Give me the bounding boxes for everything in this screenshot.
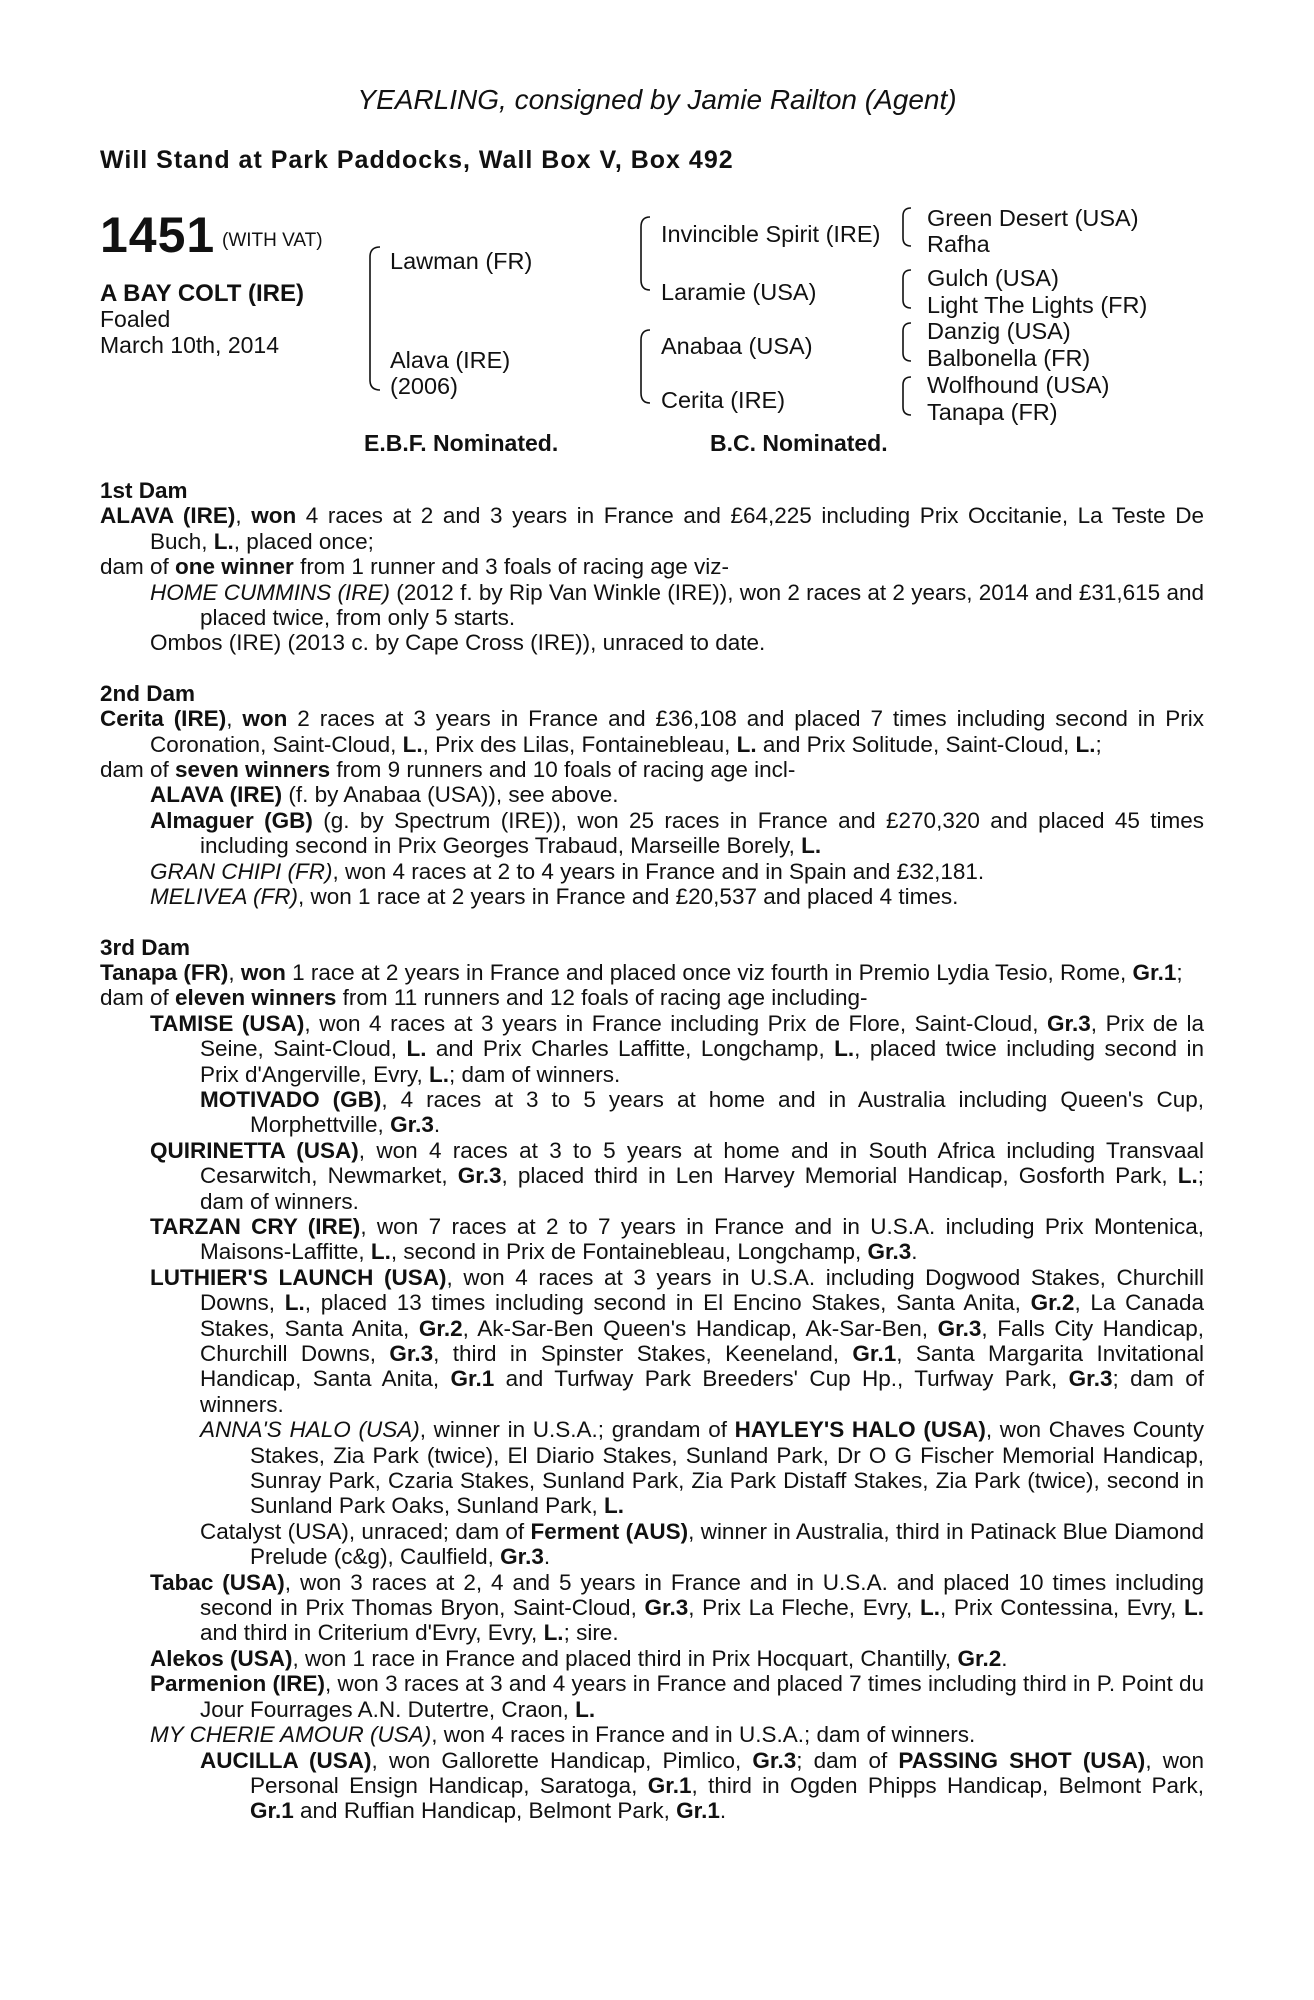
first-dam-produce-2: Ombos (IRE) (2013 c. by Cape Cross (IRE)), unraced to date.	[150, 630, 766, 656]
first-dam-produce-1: HOME CUMMINS (IRE) (2012 f. by Rip Van Winkle (IRE)), won 2 races at 2 years, 2014 and £31,615 and placed twice, from only 5 starts.	[150, 579, 1204, 631]
produce-motivado: MOTIVADO (GB), 4 races at 3 to 5 years at home and in Australia including Queen's Cup, Morphettville, Gr.3.	[200, 1086, 1204, 1138]
produce-tamise: TAMISE (USA), won 4 races at 3 years in France including Prix de Flore, Saint-Cloud, Gr.3, Prix de la Seine, Saint-Cloud, L. and Prix Charles Laffitte, Longchamp, L., placed twice including second in Prix d'Angerville, Evry, L.; dam of winners.	[150, 1010, 1205, 1087]
bracket-dam	[641, 330, 650, 403]
vat-note: (WITH VAT)	[222, 230, 323, 251]
pedigree-dam-dam: Cerita (IRE)	[661, 387, 786, 413]
third-dam-record: Tanapa (FR), won 1 race at 2 years in France and placed once viz fourth in Premio Lydia Tesio, Rome, Gr.1;	[100, 959, 1183, 985]
stand-location: Will Stand at Park Paddocks, Wall Box V, Box 492	[100, 146, 734, 174]
consignment-title: YEARLING, consigned by Jamie Railton (Agent)	[357, 84, 957, 115]
bracket-ss	[903, 208, 911, 246]
lot-number: 1451	[100, 207, 216, 263]
foaled-date: March 10th, 2014	[100, 332, 280, 358]
second-dam-name: Cerita (IRE)	[100, 706, 227, 732]
pedigree-dsd: Balbonella (FR)	[927, 345, 1091, 371]
ebf-nominated: E.B.F. Nominated.	[364, 430, 559, 456]
third-dam-produce-summary: dam of eleven winners from 11 runners and 12 foals of racing age including-	[100, 985, 868, 1011]
second-dam-produce-2: Almaguer (GB) (g. by Spectrum (IRE)), won 25 races in France and £270,320 and placed 45 times including second in Prix Georges Trabaud, Marseille Borely, L.	[150, 807, 1205, 859]
second-dam-produce-summary: dam of seven winners from 9 runners and 10 foals of racing age incl-	[100, 757, 796, 783]
pedigree-sire-dam: Laramie (USA)	[661, 279, 817, 305]
pedigree-dam-sire: Anabaa (USA)	[661, 333, 813, 359]
third-dam-name: Tanapa (FR)	[100, 959, 229, 985]
bracket-gen1	[370, 247, 380, 390]
pedigree-dds: Wolfhound (USA)	[927, 372, 1110, 398]
bracket-ds	[903, 323, 911, 361]
produce-catalyst: Catalyst (USA), unraced; dam of Ferment (AUS), winner in Australia, third in Patinack Blue Diamond Prelude (c&g), Caulfield, Gr.3.	[200, 1518, 1204, 1570]
pedigree-ddd: Tanapa (FR)	[927, 399, 1058, 425]
pedigree-sire: Lawman (FR)	[390, 248, 533, 274]
produce-alekos: Alekos (USA), won 1 race in France and placed third in Prix Hocquart, Chantilly, Gr.2.	[150, 1645, 1008, 1671]
pedigree-sss: Green Desert (USA)	[927, 205, 1139, 231]
second-dam-record: Cerita (IRE), won 2 races at 3 years in France and £36,108 and placed 7 times including second in Prix Coronation, Saint-Cloud, L., Prix des Lilas, Fontainebleau, L. and Prix Solitude, Saint-Cloud, L.;	[100, 706, 1204, 757]
first-dam-record: ALAVA (IRE), won 4 races at 2 and 3 years in France and £64,225 including Prix Occitanie, La Teste De Buch, L., placed once;	[100, 503, 1204, 554]
bc-nominated: B.C. Nominated.	[710, 430, 888, 456]
second-dam-heading: 2nd Dam	[100, 680, 196, 706]
first-dam-won: won	[251, 503, 297, 529]
bracket-sd	[903, 270, 911, 308]
lot-name: A BAY COLT (IRE)	[100, 280, 305, 307]
pedigree-ssd: Rafha	[927, 231, 990, 257]
bracket-dd	[903, 377, 911, 415]
foaled-label: Foaled	[100, 306, 171, 332]
produce-luthiers-launch: LUTHIER'S LAUNCH (USA), won 4 races at 3 years in U.S.A. including Dogwood Stakes, Churchill Downs, L., placed 13 times including second in El Encino Stakes, Santa Anita, Gr.2, La Canada Stakes, Santa Anita, Gr.2, Ak-Sar-Ben Queen's Handicap, Ak-Sar-Ben, Gr.3, Falls City Handicap, Churchill Downs, Gr.3, third in Spinster Stakes, Keeneland, Gr.1, Santa Margarita Invitational Handicap, Santa Anita, Gr.1 and Turfway Park Breeders' Cup Hp., Turfway Park, Gr.3; dam of winners.	[150, 1264, 1205, 1417]
pedigree-dss: Danzig (USA)	[927, 318, 1071, 344]
first-dam-heading: 1st Dam	[100, 478, 188, 503]
second-dam-produce-1: ALAVA (IRE) (f. by Anabaa (USA)), see above.	[150, 782, 619, 808]
produce-my-cherie-amour: MY CHERIE AMOUR (USA), won 4 races in France and in U.S.A.; dam of winners.	[150, 1722, 976, 1748]
produce-tarzan-cry: TARZAN CRY (IRE), won 7 races at 2 to 7 years in France and in U.S.A. including Prix Montenica, Maisons-Laffitte, L., second in Prix de Fontainebleau, Longchamp, Gr.3.	[150, 1213, 1205, 1265]
pedigree-sdd: Light The Lights (FR)	[927, 292, 1148, 318]
third-dam-heading: 3rd Dam	[100, 934, 191, 960]
produce-annas-halo: ANNA'S HALO (USA), winner in U.S.A.; grandam of HAYLEY'S HALO (USA), won Chaves County Stakes, Zia Park (twice), El Diario Stakes, Sunland Park, Dr O G Fischer Memorial Handicap, Sunray Park, Czaria Stakes, Sunland Park, Zia Park Distaff Stakes, Zia Park (twice), second in Sunland Park Oaks, Sunland Park, L.	[200, 1417, 1204, 1519]
produce-aucilla: AUCILLA (USA), won Gallorette Handicap, Pimlico, Gr.3; dam of PASSING SHOT (USA), won Personal Ensign Handicap, Saratoga, Gr.1, third in Ogden Phipps Handicap, Belmont Park, Gr.1 and Ruffian Handicap, Belmont Park, Gr.1.	[200, 1747, 1204, 1824]
first-dam-produce-summary: dam of one winner from 1 runner and 3 foals of racing age viz-	[100, 554, 730, 580]
produce-quirinetta: QUIRINETTA (USA), won 4 races at 3 to 5 years at home and in South Africa including Transvaal Cesarwitch, Newmarket, Gr.3, placed third in Len Harvey Memorial Handicap, Gosforth Park, L.; dam of winners.	[150, 1137, 1204, 1214]
pedigree-sds: Gulch (USA)	[927, 265, 1059, 291]
produce-parmenion: Parmenion (IRE), won 3 races at 3 and 4 years in France and placed 7 times including third in P. Point du Jour Fourrages A.N. Dutertre, Craon, L.	[150, 1671, 1204, 1722]
second-dam-produce-4: MELIVEA (FR), won 1 race at 2 years in France and £20,537 and placed 4 times.	[150, 884, 959, 910]
first-dam-name: ALAVA (IRE)	[100, 503, 236, 529]
pedigree-sire-sire: Invincible Spirit (IRE)	[661, 221, 881, 247]
pedigree-dam-year: (2006)	[390, 373, 458, 399]
catalogue-body	[100, 478, 1204, 1824]
second-dam-produce-3: GRAN CHIPI (FR), won 4 races at 2 to 4 years in France and in Spain and £32,181.	[150, 858, 985, 884]
bracket-sire	[641, 217, 650, 290]
produce-tabac: Tabac (USA), won 3 races at 2, 4 and 5 years in France and in U.S.A. and placed 10 times including second in Prix Thomas Bryon, Saint-Cloud, Gr.3, Prix La Fleche, Evry, L., Prix Contessina, Evry, L. and third in Criterium d'Evry, Evry, L.; sire.	[150, 1569, 1204, 1646]
pedigree-dam: Alava (IRE)	[390, 347, 511, 373]
